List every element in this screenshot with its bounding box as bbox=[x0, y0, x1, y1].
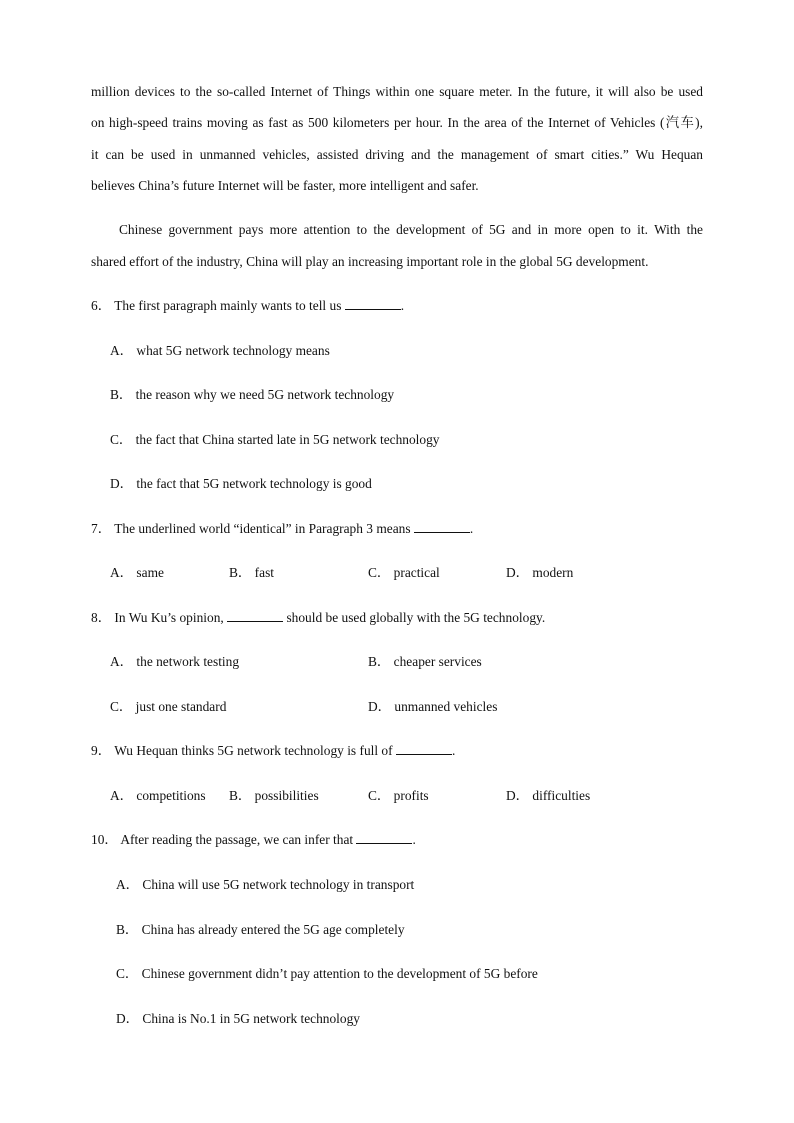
question-7-option-a: A． same bbox=[110, 565, 164, 580]
passage-p1-line-3: it can be used in unmanned vehicles, assisted driving and the management of smart cities.” Wu Hequan bbox=[91, 147, 703, 162]
question-9-option-a: A． competitions bbox=[110, 788, 206, 803]
passage-p2-line-2: shared effort of the industry, China will play an increasing important role in the global 5G development. bbox=[91, 254, 649, 269]
question-9-option-d: D． difficulties bbox=[506, 788, 591, 803]
passage-p1-line-4: believes China’s future Internet will be faster, more intelligent and safer. bbox=[91, 178, 479, 193]
question-9-option-c: C． profits bbox=[368, 788, 429, 803]
question-10-option-d: D． China is No.1 in 5G network technology bbox=[116, 1011, 360, 1026]
question-8-option-c: C． just one standard bbox=[110, 699, 227, 714]
question-8-option-b: B． cheaper services bbox=[368, 654, 482, 669]
question-7-option-c: C． practical bbox=[368, 565, 440, 580]
answer-blank bbox=[356, 832, 412, 844]
question-9-stem: 9． Wu Hequan thinks 5G network technology is full of . bbox=[91, 743, 456, 758]
answer-blank bbox=[414, 521, 470, 533]
question-6-stem: 6． The first paragraph mainly wants to tell us . bbox=[91, 298, 405, 313]
passage-p1-line-2: on high-speed trains moving as fast as 500 kilometers per hour. In the area of the Internet of Vehicles (汽车), bbox=[91, 115, 703, 130]
question-7-option-b: B． fast bbox=[229, 565, 275, 580]
question-10-stem: 10． After reading the passage, we can infer that . bbox=[91, 832, 416, 847]
question-9-option-b: B． possibilities bbox=[229, 788, 319, 803]
question-8-option-d: D． unmanned vehicles bbox=[368, 699, 498, 714]
answer-blank bbox=[227, 610, 283, 622]
question-6-option-a: A． what 5G network technology means bbox=[110, 343, 330, 358]
question-7-stem: 7． The underlined world “identical” in Paragraph 3 means . bbox=[91, 521, 474, 536]
question-10-option-a: A． China will use 5G network technology in transport bbox=[116, 877, 415, 892]
question-6-option-c: C． the fact that China started late in 5G network technology bbox=[110, 432, 440, 447]
answer-blank bbox=[345, 298, 401, 310]
answer-blank bbox=[396, 743, 452, 755]
passage-p2-line-1: Chinese government pays more attention to the development of 5G and in more open to it. With the bbox=[119, 222, 703, 237]
question-6-option-d: D． the fact that 5G network technology is good bbox=[110, 476, 372, 491]
question-6-option-b: B． the reason why we need 5G network technology bbox=[110, 387, 395, 402]
question-8-stem: 8． In Wu Ku’s opinion, should be used globally with the 5G technology. bbox=[91, 610, 546, 625]
passage-p1-line-1: million devices to the so-called Internet of Things within one square meter. In the future, it will also be used bbox=[91, 84, 703, 99]
question-10-option-c: C． Chinese government didn’t pay attention to the development of 5G before bbox=[116, 966, 538, 981]
question-8-option-a: A． the network testing bbox=[110, 654, 240, 669]
question-10-option-b: B． China has already entered the 5G age completely bbox=[116, 922, 405, 937]
question-7-option-d: D． modern bbox=[506, 565, 574, 580]
